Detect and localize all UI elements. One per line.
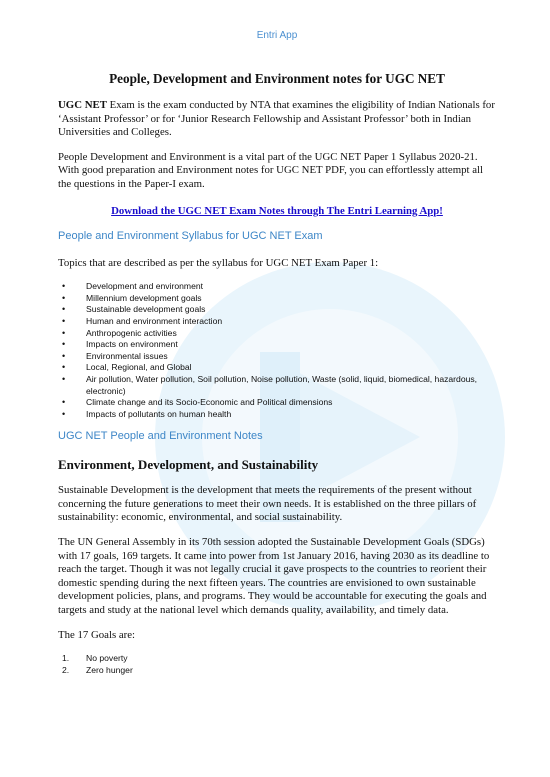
download-notes-link[interactable]: Download the UGC NET Exam Notes through The Entri Learning App! bbox=[111, 204, 443, 217]
goal-number: 2. bbox=[62, 665, 70, 676]
header-app-link[interactable]: Entri App bbox=[256, 30, 298, 41]
sdg-paragraph: The UN General Assembly in its 70th session adopted the Sustainable Development Goals (SDGs) with 17 goals, 169 targets. It came into power from 1st January 2016, having 2030 as its deadline to reach the target. Though it was not legally crucial it gave prospects to the countries to reorient their domestic spending during the next fifteen years. The countries are envisioned to own sustainable development policies, plans, and programs. They would be accountable for executing the goals and targets and study at the national level which demands quality, availability, and timely data. bbox=[58, 536, 490, 617]
notes-heading: UGC NET People and Environment Notes bbox=[58, 430, 263, 443]
list-item: • Air pollution, Water pollution, Soil pollution, Noise pollution, Waste (solid, liquid, biomedical, hazardous, electronic) bbox=[58, 374, 496, 397]
list-item: • Sustainable development goals bbox=[58, 304, 496, 316]
download-link-row bbox=[58, 203, 496, 218]
syllabus-intro-paragraph: People Development and Environment is a vital part of the UGC NET Paper 1 Syllabus 2020-21. With good preparation and Environment notes for UGC NET PDF, you can effortlessly attempt all the questions in the Paper-I exam. bbox=[58, 150, 483, 190]
list-item: • Anthropogenic activities bbox=[58, 328, 496, 340]
goals-list bbox=[58, 653, 496, 677]
list-item: • Local, Regional, and Global bbox=[58, 362, 496, 374]
list-item: • Human and environment interaction bbox=[58, 316, 496, 328]
document-page bbox=[58, 30, 496, 677]
goal-text: No poverty bbox=[86, 653, 128, 664]
intro-rest: Exam is the exam conducted by NTA that examines the eligibility of Indian Nationals for ‘Assistant Professor’ or for ‘Junior Research Fellowship and Assistant Professor’ both in Indian Universities and Colleges. bbox=[58, 99, 495, 139]
list-item bbox=[58, 665, 496, 677]
goal-text: Zero hunger bbox=[86, 665, 133, 676]
syllabus-topic-list bbox=[58, 281, 496, 420]
list-item: • Impacts on environment bbox=[58, 339, 496, 351]
goal-number: 1. bbox=[62, 653, 70, 664]
notes-subheading: Environment, Development, and Sustainability bbox=[58, 457, 319, 473]
syllabus-heading: People and Environment Syllabus for UGC NET Exam bbox=[58, 229, 323, 242]
intro-bold: UGC NET bbox=[58, 99, 107, 111]
sustainability-paragraph: Sustainable Development is the development that meets the requirements of the present without concerning the future generations to meet their own needs. It is established on the three pillars of sustainability: economic, environmental, and social sustainability. bbox=[58, 484, 477, 524]
goals-lead: The 17 Goals are: bbox=[58, 628, 136, 641]
page-title: People, Development and Environment notes for UGC NET bbox=[109, 71, 445, 86]
list-item bbox=[58, 653, 496, 665]
list-item: • Environmental issues bbox=[58, 351, 496, 363]
list-item: • Climate change and its Socio-Economic and Political dimensions bbox=[58, 397, 496, 409]
syllabus-lead: Topics that are described as per the syllabus for UGC NET Exam Paper 1: bbox=[58, 256, 379, 269]
list-item: • Impacts of pollutants on human health bbox=[58, 409, 496, 421]
list-item: • Development and environment bbox=[58, 281, 496, 293]
list-item: • Millennium development goals bbox=[58, 293, 496, 305]
intro-paragraph bbox=[58, 99, 496, 140]
